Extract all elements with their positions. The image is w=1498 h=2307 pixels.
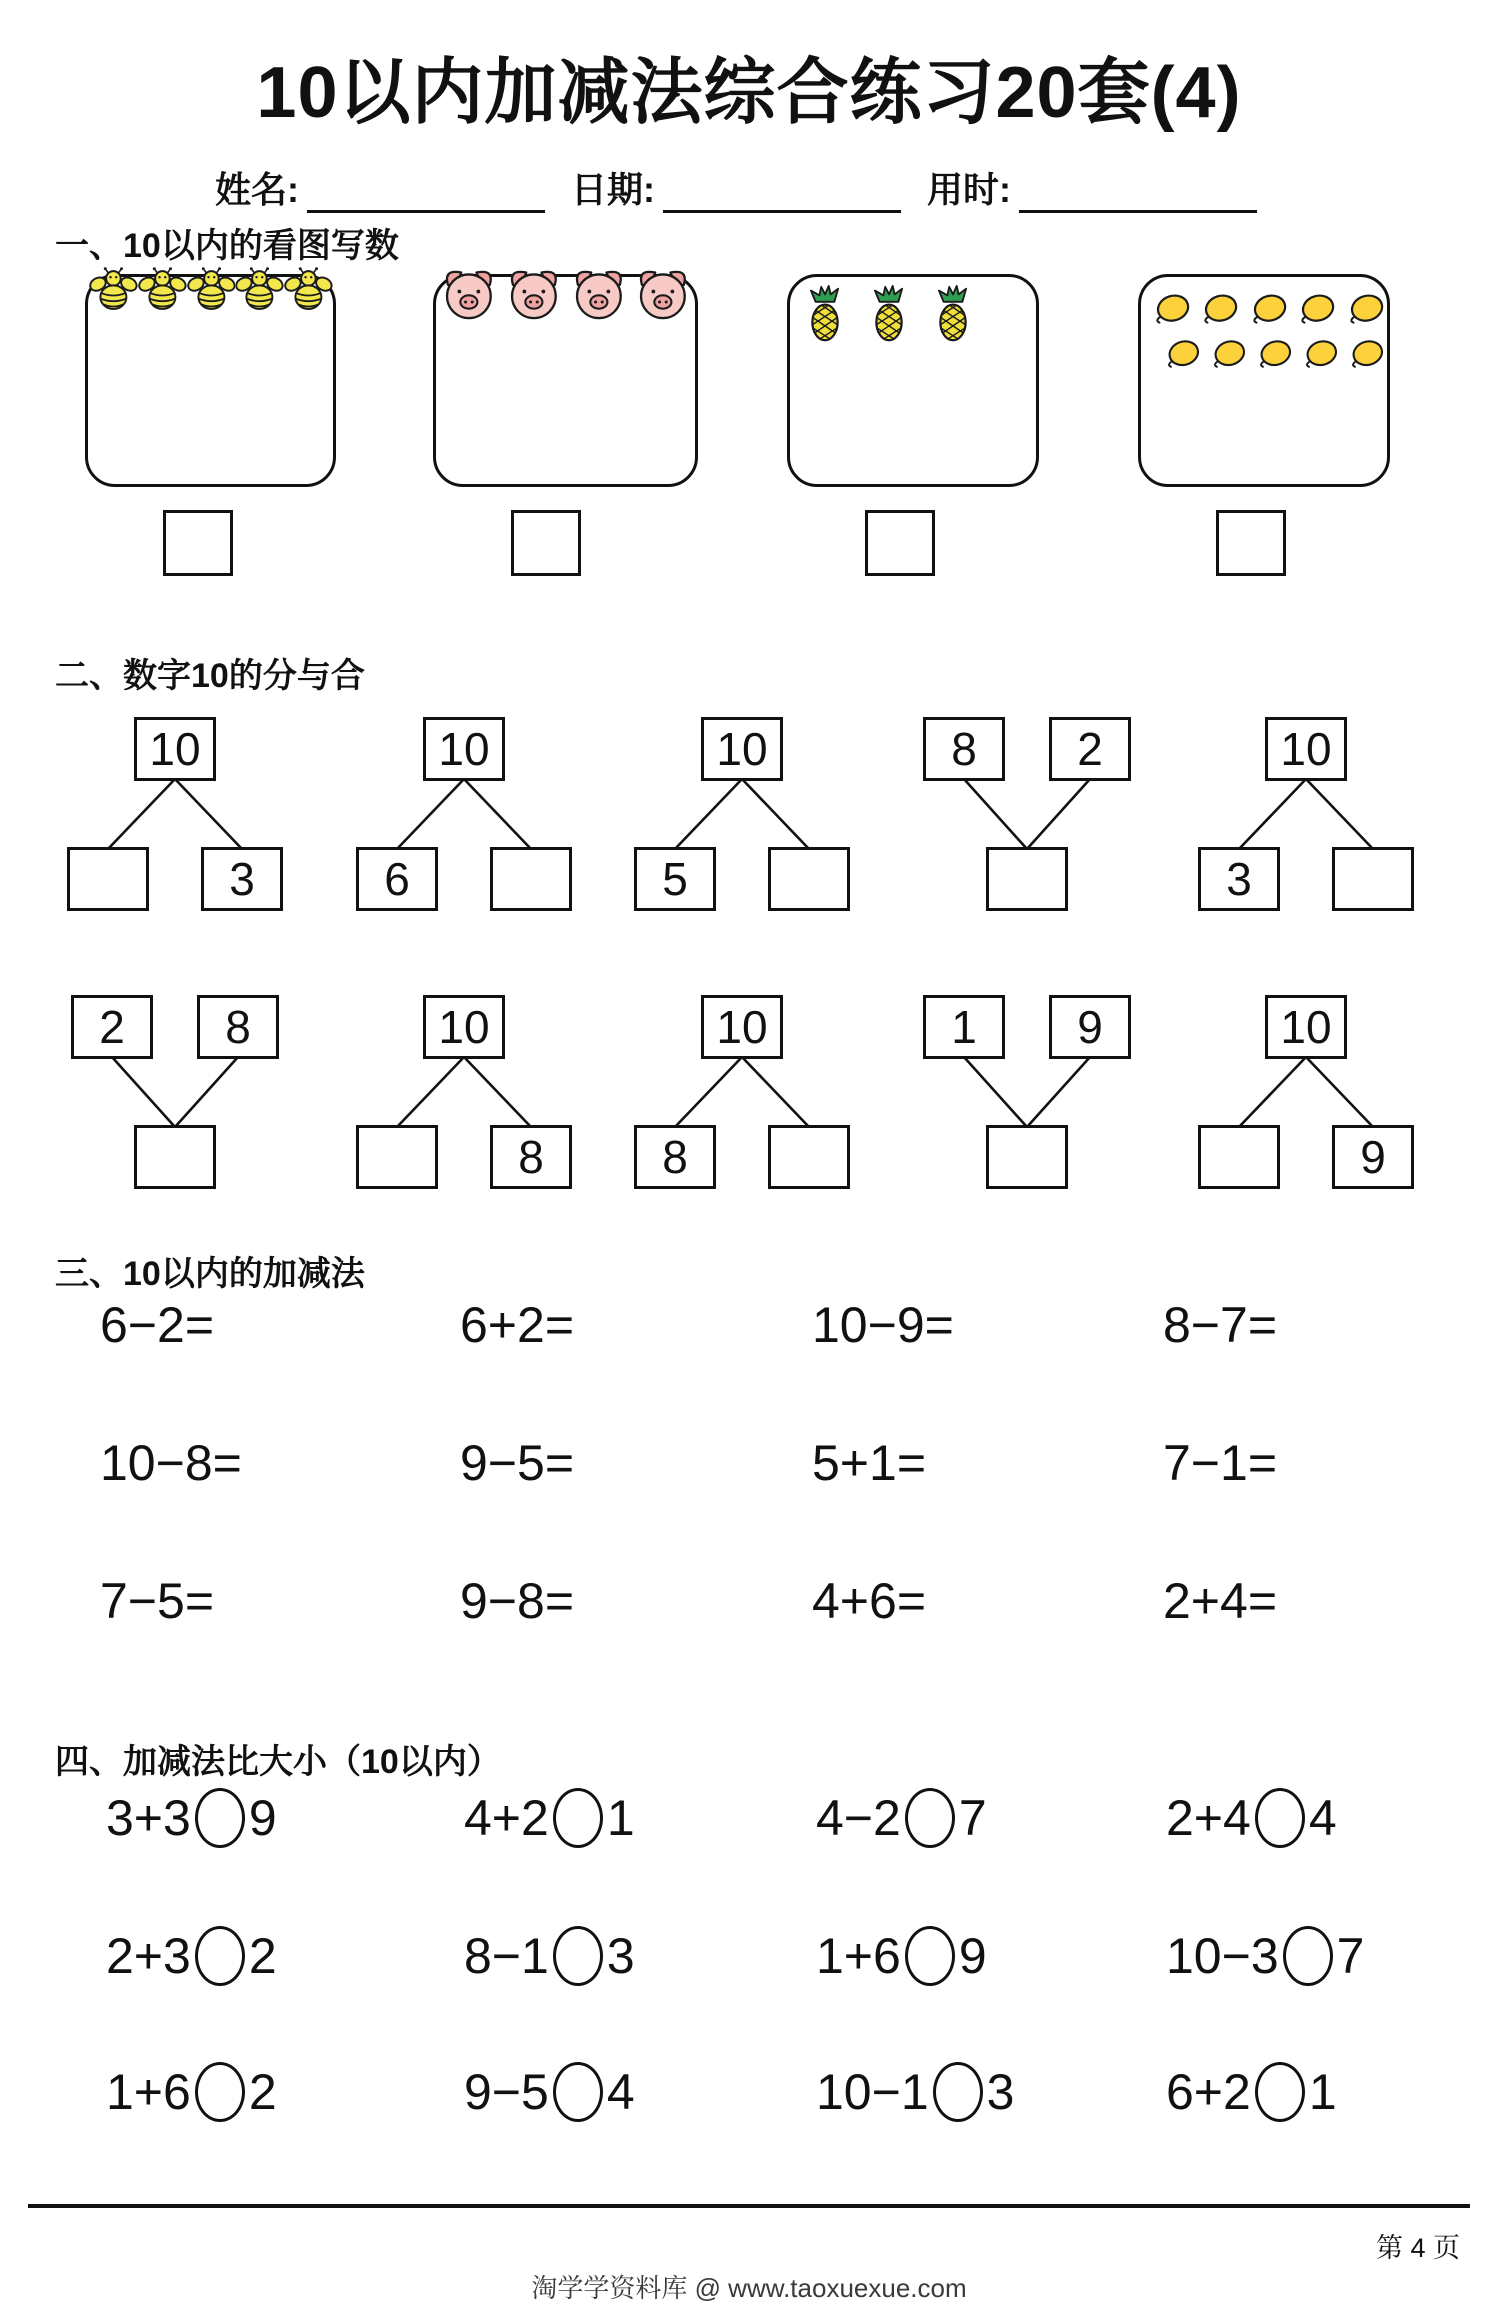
equation: 6+2= (460, 1297, 575, 1353)
number-bond (354, 995, 574, 1191)
comparison-left-expression: 1+6 (106, 2064, 191, 2120)
bond-top-box: 10 (423, 717, 505, 781)
bond-bottom-left-box (1198, 1125, 1280, 1189)
equation: 10−9= (812, 1297, 954, 1353)
mango-icon (1199, 289, 1241, 329)
compare-circle (933, 2062, 983, 2122)
bond-bottom-right-box (490, 847, 572, 911)
footer-divider (28, 2204, 1470, 2208)
bond-bottom-right-box: 8 (490, 1125, 572, 1189)
bond-bottom-box (986, 1125, 1068, 1189)
bond-top-right-box: 8 (197, 995, 279, 1059)
answer-box (511, 510, 581, 576)
comparison (1166, 2062, 1337, 2122)
comparison (816, 2062, 1014, 2122)
comparison-right-number: 3 (606, 1928, 635, 1984)
bond-bottom-box (134, 1125, 216, 1189)
bond-top-left-box: 2 (71, 995, 153, 1059)
pineapple-icon (804, 285, 846, 343)
comparison-right-number: 3 (986, 2064, 1015, 2120)
section2-heading: 二、数字10的分与合 (55, 657, 365, 695)
compare-circle (195, 2062, 245, 2122)
comparison (1166, 1788, 1337, 1848)
compare-circle (553, 1788, 603, 1848)
compare-circle (1255, 1788, 1305, 1848)
comparison-right-number: 9 (958, 1928, 987, 1984)
mango-grid (1141, 277, 1387, 374)
bee-icon (138, 265, 187, 313)
date-blank-line (663, 176, 901, 213)
mango-row (1163, 334, 1387, 374)
equation: 7−5= (100, 1573, 215, 1629)
bee-icon (235, 265, 284, 313)
mango-icon (1248, 289, 1290, 329)
bond-bottom-box (986, 847, 1068, 911)
equation: 8−7= (1163, 1297, 1278, 1353)
compare-circle (905, 1926, 955, 1986)
comparison-left-expression: 3+3 (106, 1790, 191, 1846)
comparison-left-expression: 8−1 (464, 1928, 549, 1984)
comparison-left-expression: 10−3 (1166, 1928, 1279, 1984)
comparison-right-number: 4 (606, 2064, 635, 2120)
comparison (464, 2062, 635, 2122)
comparison-right-number: 1 (1308, 2064, 1337, 2120)
header-fields (215, 162, 1283, 213)
pineapple-icon (932, 285, 974, 343)
bond-bottom-right-box (1332, 847, 1414, 911)
answer-box (163, 510, 233, 576)
compare-circle (1255, 2062, 1305, 2122)
time-label: 用时: (927, 169, 1011, 210)
comparison-right-number: 9 (248, 1790, 277, 1846)
mango-icon (1255, 334, 1295, 374)
number-bond (65, 717, 285, 913)
mango-icon (1209, 334, 1249, 374)
pig-icon (567, 264, 631, 321)
pig-row (436, 264, 695, 321)
comparison-left-expression: 4+2 (464, 1790, 549, 1846)
number-bond (1196, 717, 1416, 913)
comparison (106, 1788, 277, 1848)
compare-circle (553, 2062, 603, 2122)
number-bond (917, 995, 1137, 1191)
number-bond (632, 717, 852, 913)
bond-bottom-left-box: 8 (634, 1125, 716, 1189)
bond-top-box: 10 (423, 995, 505, 1059)
bee-row (88, 265, 333, 313)
compare-circle (195, 1926, 245, 1986)
bond-top-left-box: 1 (923, 995, 1005, 1059)
number-bond (632, 995, 852, 1191)
picture-box-bee (85, 274, 336, 487)
date-label: 日期: (571, 169, 655, 210)
number-bond (1196, 995, 1416, 1191)
mango-icon (1296, 289, 1338, 329)
mango-row (1151, 289, 1387, 329)
comparison-right-number: 2 (248, 1928, 277, 1984)
bond-top-right-box: 9 (1049, 995, 1131, 1059)
equation: 7−1= (1163, 1435, 1278, 1491)
pig-icon (502, 264, 566, 321)
bond-top-box: 10 (1265, 717, 1347, 781)
watermark: 淘学学资料库 @ www.taoxuexue.com (531, 2273, 967, 2303)
comparison-right-number: 1 (606, 1790, 635, 1846)
number-bond (65, 995, 285, 1191)
name-blank-line (307, 176, 545, 213)
comparison-left-expression: 9−5 (464, 2064, 549, 2120)
time-blank-line (1019, 176, 1257, 213)
page-title: 10以内加减法综合练习20套(4) (256, 53, 1242, 133)
comparison (106, 2062, 277, 2122)
bond-bottom-right-box (768, 847, 850, 911)
comparison (464, 1788, 635, 1848)
equation: 10−8= (100, 1435, 242, 1491)
bond-bottom-left-box (67, 847, 149, 911)
pig-icon (437, 264, 501, 321)
bond-top-box: 10 (701, 995, 783, 1059)
bond-bottom-right-box: 9 (1332, 1125, 1414, 1189)
equation: 2+4= (1163, 1573, 1278, 1629)
comparison-right-number: 4 (1308, 1790, 1337, 1846)
compare-circle (195, 1788, 245, 1848)
comparison-left-expression: 4−2 (816, 1790, 901, 1846)
compare-circle (905, 1788, 955, 1848)
page-number: 第 4 页 (1375, 2233, 1460, 2263)
bee-icon (89, 265, 138, 313)
comparison-left-expression: 10−1 (816, 2064, 929, 2120)
comparison (106, 1926, 277, 1986)
pig-icon (631, 264, 695, 321)
bond-top-left-box: 8 (923, 717, 1005, 781)
equation: 5+1= (812, 1435, 927, 1491)
mango-icon (1163, 334, 1203, 374)
compare-circle (1283, 1926, 1333, 1986)
bond-top-right-box: 2 (1049, 717, 1131, 781)
bond-bottom-left-box: 5 (634, 847, 716, 911)
equation: 6−2= (100, 1297, 215, 1353)
mango-icon (1151, 289, 1193, 329)
picture-box-pig (433, 274, 698, 487)
picture-box-pineapple (787, 274, 1039, 487)
name-label: 姓名: (215, 169, 299, 210)
bond-bottom-right-box (768, 1125, 850, 1189)
comparison (1166, 1926, 1364, 1986)
bond-bottom-left-box: 6 (356, 847, 438, 911)
mango-icon (1301, 334, 1341, 374)
bond-top-box: 10 (134, 717, 216, 781)
comparison-right-number: 2 (248, 2064, 277, 2120)
comparison-right-number: 7 (1336, 1928, 1365, 1984)
comparison-left-expression: 6+2 (1166, 2064, 1251, 2120)
section4-heading: 四、加减法比大小（10以内） (55, 1743, 501, 1781)
pineapple-icon (868, 285, 910, 343)
comparison-right-number: 7 (958, 1790, 987, 1846)
bond-bottom-right-box: 3 (201, 847, 283, 911)
bond-top-box: 10 (1265, 995, 1347, 1059)
bee-icon (284, 265, 333, 313)
bond-bottom-left-box (356, 1125, 438, 1189)
comparison (464, 1926, 635, 1986)
comparison-left-expression: 1+6 (816, 1928, 901, 1984)
section1-heading: 一、10以内的看图写数 (55, 227, 399, 265)
equation: 9−8= (460, 1573, 575, 1629)
answer-box (1216, 510, 1286, 576)
comparison (816, 1788, 987, 1848)
bond-bottom-left-box: 3 (1198, 847, 1280, 911)
comparison-left-expression: 2+3 (106, 1928, 191, 1984)
number-bond (917, 717, 1137, 913)
compare-circle (553, 1926, 603, 1986)
equation: 9−5= (460, 1435, 575, 1491)
comparison-left-expression: 2+4 (1166, 1790, 1251, 1846)
comparison (816, 1926, 987, 1986)
bond-top-box: 10 (701, 717, 783, 781)
pineapple-row (790, 285, 1036, 343)
mango-icon (1345, 289, 1387, 329)
mango-icon (1347, 334, 1387, 374)
picture-box-mango (1138, 274, 1390, 487)
equation: 4+6= (812, 1573, 927, 1629)
section3-heading: 三、10以内的加减法 (55, 1255, 365, 1293)
number-bond (354, 717, 574, 913)
answer-box (865, 510, 935, 576)
bee-icon (187, 265, 236, 313)
